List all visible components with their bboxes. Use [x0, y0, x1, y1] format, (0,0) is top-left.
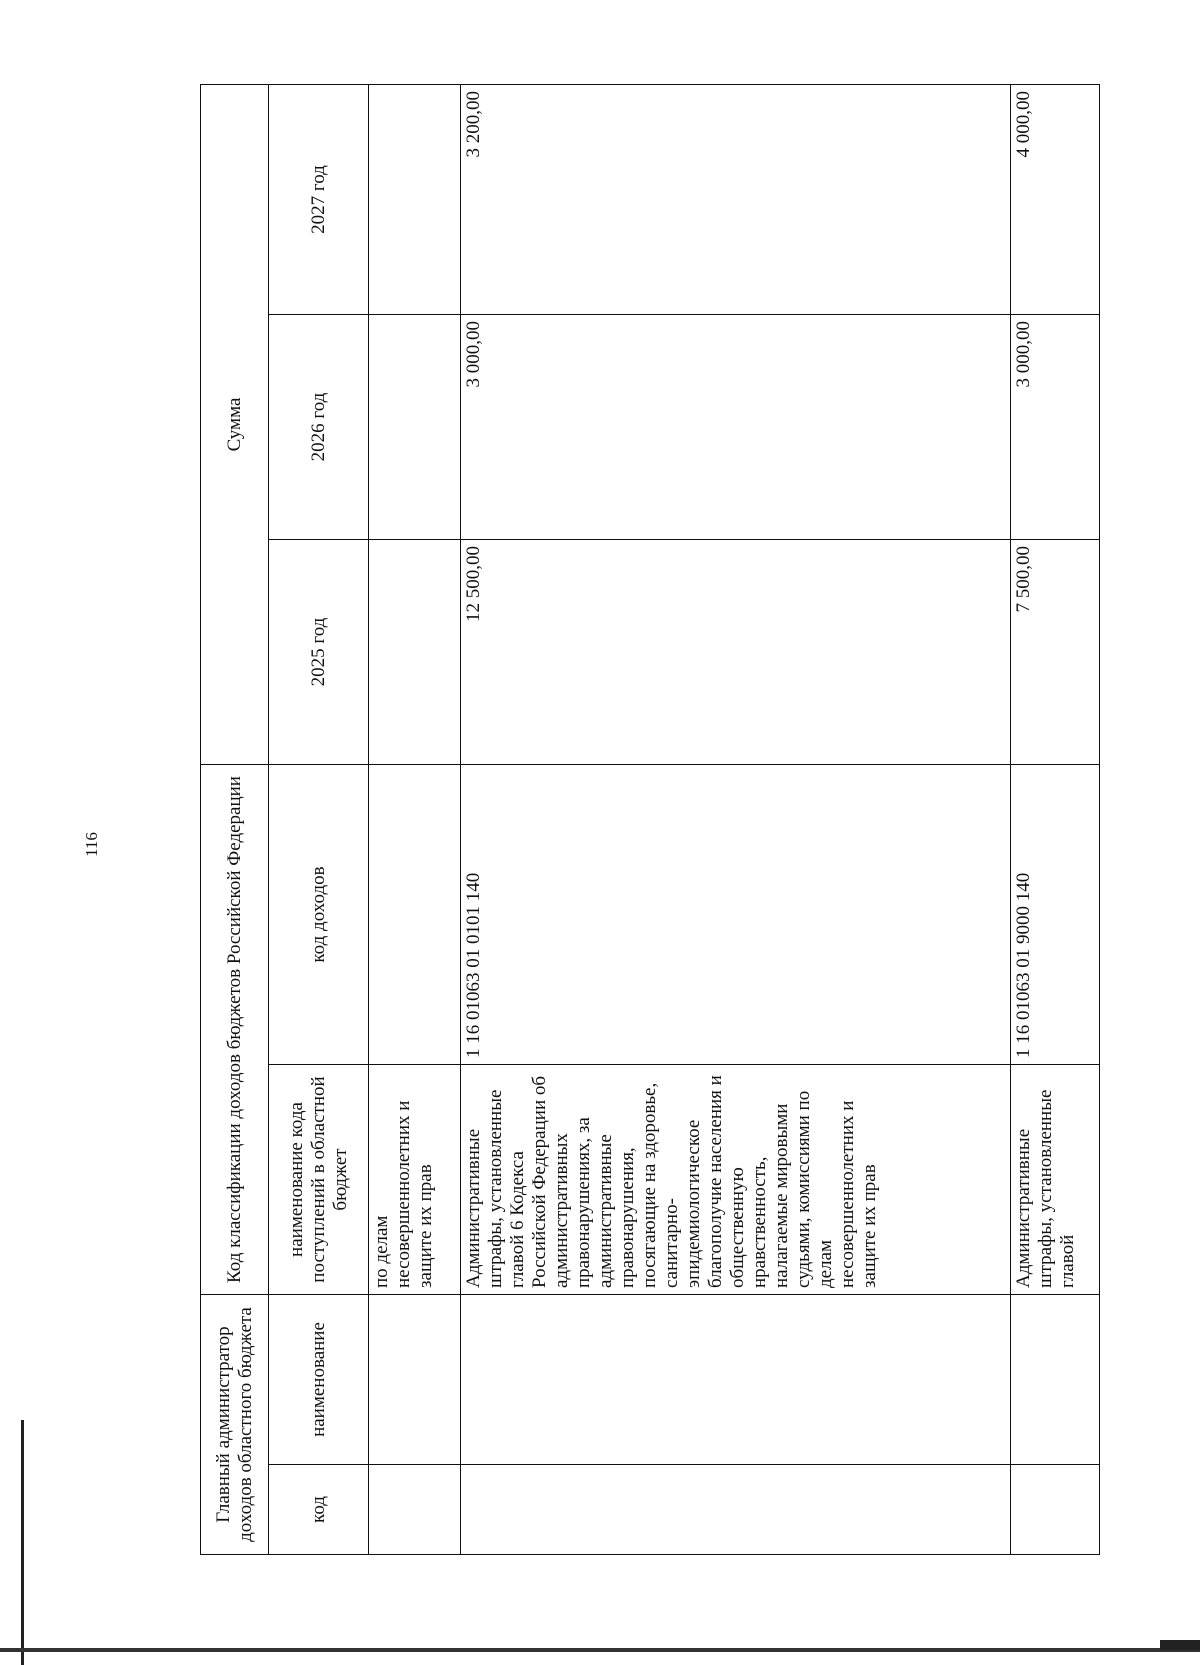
- cell-admin-name: [1011, 1295, 1100, 1465]
- cell-2025: [369, 540, 461, 765]
- cell-admin-name: [369, 1295, 461, 1465]
- page-number: 116: [82, 832, 101, 857]
- cell-2027: 4 000,00: [1011, 84, 1100, 314]
- cell-admin-name: [461, 1295, 1011, 1465]
- cell-admin-code: [369, 1465, 461, 1555]
- rotated-table-wrapper: [200, 85, 1100, 1555]
- header-admin-code: код: [269, 1465, 369, 1555]
- scan-edge-bottom: [0, 1648, 1200, 1652]
- cell-income-name: Административные штрафы, установленные главой 6 Кодекса Российской Федерации об административных правонарушениях, за административные правонарушения, посягающие на здоровье, санитарно-эпидемиологическое благополучие населения и общественную нравственность, налагаемые мировыми судьями, комиссиями по делам несовершеннолетних и защите их прав: [461, 1065, 1011, 1295]
- cell-2027: [369, 84, 461, 314]
- table-row: [1011, 84, 1100, 1554]
- cell-2026: 3 000,00: [1011, 315, 1100, 540]
- header-income-code: код доходов: [269, 765, 369, 1065]
- cell-admin-code: [461, 1465, 1011, 1555]
- table-row: [369, 84, 461, 1554]
- cell-admin-code: [1011, 1465, 1100, 1555]
- cell-income-name: по делам несовершеннолетних и защите их прав: [369, 1065, 461, 1295]
- cell-2027: 3 200,00: [461, 84, 1011, 314]
- budget-table: [200, 84, 1100, 1555]
- header-sum-group: Сумма: [201, 84, 269, 764]
- header-admin-name: наименование: [269, 1295, 369, 1465]
- cell-income-code: 1 16 01063 01 0101 140: [461, 765, 1011, 1065]
- cell-income-name: Административные штрафы, установленные главой: [1011, 1065, 1100, 1295]
- header-classification-group: Код классификации доходов бюджетов Российской Федерации: [201, 765, 269, 1295]
- cell-2026: 3 000,00: [461, 315, 1011, 540]
- scan-edge-left: [21, 1420, 24, 1665]
- header-year-2026: 2026 год: [269, 315, 369, 540]
- cell-2025: 12 500,00: [461, 540, 1011, 765]
- header-admin-group: Главный администратор доходов областного бюджета: [201, 1295, 269, 1555]
- cell-2026: [369, 315, 461, 540]
- scan-edge-mark: [1160, 1640, 1200, 1650]
- header-year-2025: 2025 год: [269, 540, 369, 765]
- cell-income-code: [369, 765, 461, 1065]
- header-year-2027: 2027 год: [269, 84, 369, 314]
- cell-2025: 7 500,00: [1011, 540, 1100, 765]
- header-income-name: наименование кода поступлений в областной бюджет: [269, 1065, 369, 1295]
- cell-income-code: 1 16 01063 01 9000 140: [1011, 765, 1100, 1065]
- table-row: [461, 84, 1011, 1554]
